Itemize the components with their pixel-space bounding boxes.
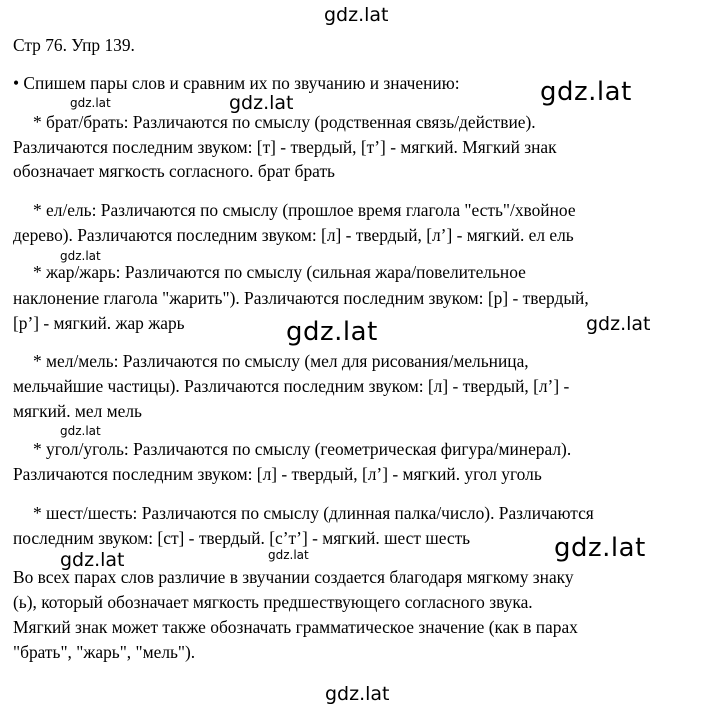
text-line: * мел/мель: Различаются по смыслу (мел для рисования/мельница, [33,351,529,371]
text-line: дерево). Различаются последним звуком: [л] - твердый, [л’] - мягкий. ел ель [13,225,574,245]
watermark-big-1: gdz.lat [540,77,632,107]
text-line: обозначает мягкость согласного. брат брать [13,161,335,181]
summary-line: (ь), который обозначает мягкость предшествующего согласного звука. [13,592,533,612]
watermark-mid-2: gdz.lat [586,313,651,335]
text-line: Различаются последним звуком: [т] - твердый, [т’] - мягкий. Мягкий знак [13,137,557,157]
text-line: Различаются последним звуком: [л] - твердый, [л’] - мягкий. угол уголь [13,464,542,484]
watermark-small-3: gdz.lat [60,424,101,438]
intro-line: • Спишем пары слов и сравним их по звучанию и значению: [13,73,460,93]
text-line: мельчайшие частицы). Различаются последним звуком: [л] - твердый, [л’] - [13,376,570,396]
text-line: * жар/жарь: Различаются по смыслу (сильная жара/повелительное [33,262,526,282]
watermark-small-2: gdz.lat [60,249,101,263]
summary-line: Мягкий знак может также обозначать грамматическое значение (как в парах [13,617,578,637]
summary-line: "брать", "жарь", "мель"). [13,642,196,662]
watermark-bottom: gdz.lat [325,683,390,705]
text-line: * шест/шесть: Различаются по смыслу (длинная палка/число). Различаются [33,503,594,523]
text-line: наклонение глагола "жарить"). Различаются последним звуком: [р] - твердый, [13,288,589,308]
text-line: * ел/ель: Различаются по смыслу (прошлое время глагола "есть"/хвойное [33,200,576,220]
page-header: Стр 76. Упр 139. [13,35,135,55]
text-line: * брат/брать: Различаются по смыслу (родственная связь/действие). [33,112,536,132]
watermark-mid-3: gdz.lat [60,549,125,571]
watermark-mid-1: gdz.lat [229,92,294,114]
watermark-small-4: gdz.lat [268,548,309,562]
watermark-small-1: gdz.lat [70,96,111,110]
watermark-top: gdz.lat [324,4,389,26]
text-line: мягкий. мел мель [13,401,142,421]
watermark-big-3: gdz.lat [554,533,646,563]
text-line: последним звуком: [ст] - твердый. [с’т’] - мягкий. шест шесть [13,528,471,548]
summary-line: Во всех парах слов различие в звучании создается благодаря мягкому знаку [13,567,574,587]
text-line: * угол/уголь: Различаются по смыслу (геометрическая фигура/минерал). [33,439,572,459]
watermark-big-2: gdz.lat [286,317,378,347]
text-line: [р’] - мягкий. жар жарь [13,313,185,333]
